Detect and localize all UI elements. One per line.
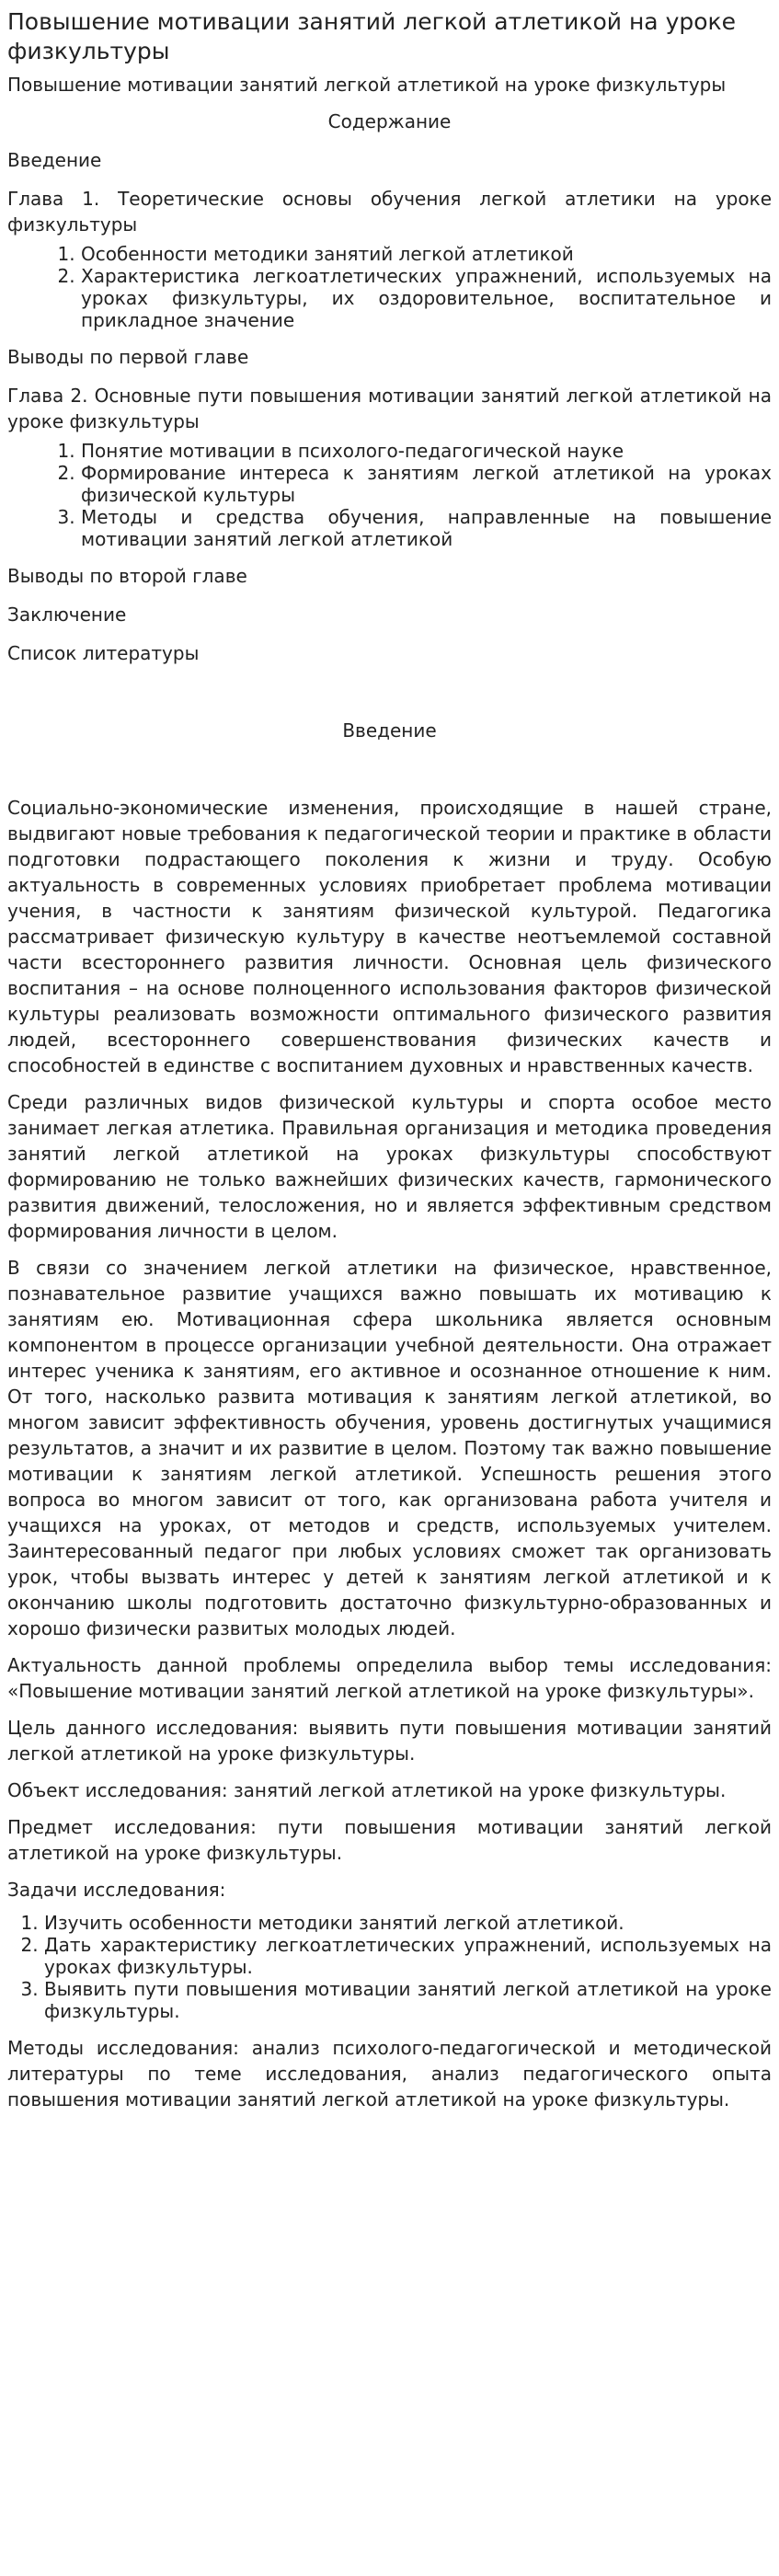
- toc-chapter-2-item: 1. Понятие мотивации в психолого-педагогической науке: [81, 440, 772, 462]
- research-tasks-list: [7, 1912, 772, 2022]
- research-tasks-label: Задачи исследования:: [7, 1879, 226, 1901]
- introduction-paragraph: В связи со значением легкой атлетики на физическое, нравственное, познавательное развитие учащихся важно повышать их мотивацию к занятиям ею. Мотивационная сфера школьника является основным компонентом в процессе организации учебной деятельности. Она отражает интерес ученика к занятиям, его активное и осознанное отношение к ним. От того, насколько развита мотивация к занятиям легкой атлетикой, во многом зависит эффективность обучения, уровень достигнутых учащимися результатов, а значит и их развитие в целом. Поэтому так важно повышение мотивации к занятиям легкой атлетикой. Успешность решения этого вопроса во многом зависит от того, как организована работа учителя и учащихся на уроках, от методов и средств, используемых учителем. Заинтересованный педагог при любых условиях сможет так организовать урок, чтобы вызвать интерес у детей к занятиям легкой атлетикой и к окончанию школы подготовить достаточно физкультурно-образованных и хорошо физически развитых молодых людей.: [7, 1257, 772, 1639]
- research-task-item: 2. Дать характеристику легкоатлетических упражнений, используемых на уроках физкультуры.: [44, 1934, 772, 1978]
- toc-chapter-2-title: Глава 2. Основные пути повышения мотивации занятий легкой атлетикой на уроке физкультуры: [7, 385, 772, 432]
- toc-chapter-2-item: 2. Формирование интереса к занятиям легкой атлетикой на уроках физической культуры: [81, 462, 772, 506]
- toc-chapter-2-item: 3. Методы и средства обучения, направленные на повышение мотивации занятий легкой атлетикой: [81, 506, 772, 550]
- research-task-item: 1. Изучить особенности методики занятий легкой атлетикой.: [44, 1912, 772, 1934]
- introduction-paragraph: Актуальность данной проблемы определила выбор темы исследования: «Повышение мотивации занятий легкой атлетикой на уроке физкультуры».: [7, 1654, 772, 1702]
- toc-heading: Содержание: [327, 110, 452, 132]
- research-object: Объект исследования: занятий легкой атлетикой на уроке физкультуры.: [7, 1779, 727, 1801]
- introduction-section: [7, 718, 772, 2112]
- toc-intro: Введение: [7, 149, 102, 171]
- document-subtitle: Повышение мотивации занятий легкой атлетикой на уроке физкультуры: [7, 74, 727, 96]
- table-of-contents: [7, 109, 772, 666]
- toc-conclusion: Заключение: [7, 604, 127, 626]
- introduction-paragraph: Социально-экономические изменения, происходящие в нашей стране, выдвигают новые требования к педагогической теории и практике в области подготовки подрастающего поколения к жизни и труду. Особую актуальность в современных условиях приобретает проблема мотивации учения, в частности к занятиям физической культурой. Педагогика рассматривает физическую культуру в качестве неотъемлемой составной части всестороннего развития личности. Основная цель физического воспитания – на основе полноценного использования факторов физической культуры реализовать возможности оптимального физического развития людей, всестороннего совершенствования физических качеств и способностей в единстве с воспитанием духовных и нравственных качеств.: [7, 797, 772, 1076]
- research-methods: Методы исследования: анализ психолого-педагогической и методической литературы по теме исследования, анализ педагогического опыта повышения мотивации занятий легкой атлетикой на уроке физкультуры.: [7, 2037, 772, 2110]
- toc-conclusions-2: Выводы по второй главе: [7, 565, 247, 587]
- toc-chapter-1-item: 2. Характеристика легкоатлетических упражнений, используемых на уроках физкультуры, их оздоровительное, воспитательное и прикладное значение: [81, 265, 772, 331]
- introduction-paragraph: Среди различных видов физической культуры и спорта особое место занимает легкая атлетика. Правильная организация и методика проведения занятий легкой атлетикой на уроках физкультуры способствуют формированию не только важнейших физических качеств, гармонического развития движений, телосложения, но и является эффективным средством формирования личности в целом.: [7, 1091, 772, 1242]
- toc-references: Список литературы: [7, 642, 200, 664]
- toc-conclusions-1: Выводы по первой главе: [7, 346, 249, 368]
- toc-chapter-2-list: [7, 440, 772, 550]
- research-task-item: 3. Выявить пути повышения мотивации занятий легкой атлетикой на уроке физкультуры.: [44, 1978, 772, 2022]
- research-goal: Цель данного исследования: выявить пути повышения мотивации занятий легкой атлетикой на уроке физкультуры.: [7, 1717, 772, 1765]
- toc-chapter-1-title: Глава 1. Теоретические основы обучения легкой атлетики на уроке физкультуры: [7, 188, 772, 236]
- introduction-heading: Введение: [342, 719, 437, 742]
- document-title: Повышение мотивации занятий легкой атлетикой на уроке физкультуры: [7, 8, 737, 64]
- toc-chapter-1-item: 1. Особенности методики занятий легкой атлетикой: [81, 243, 772, 265]
- research-subject: Предмет исследования: пути повышения мотивации занятий легкой атлетикой на уроке физкультуры.: [7, 1816, 772, 1864]
- toc-chapter-1-list: [7, 243, 772, 331]
